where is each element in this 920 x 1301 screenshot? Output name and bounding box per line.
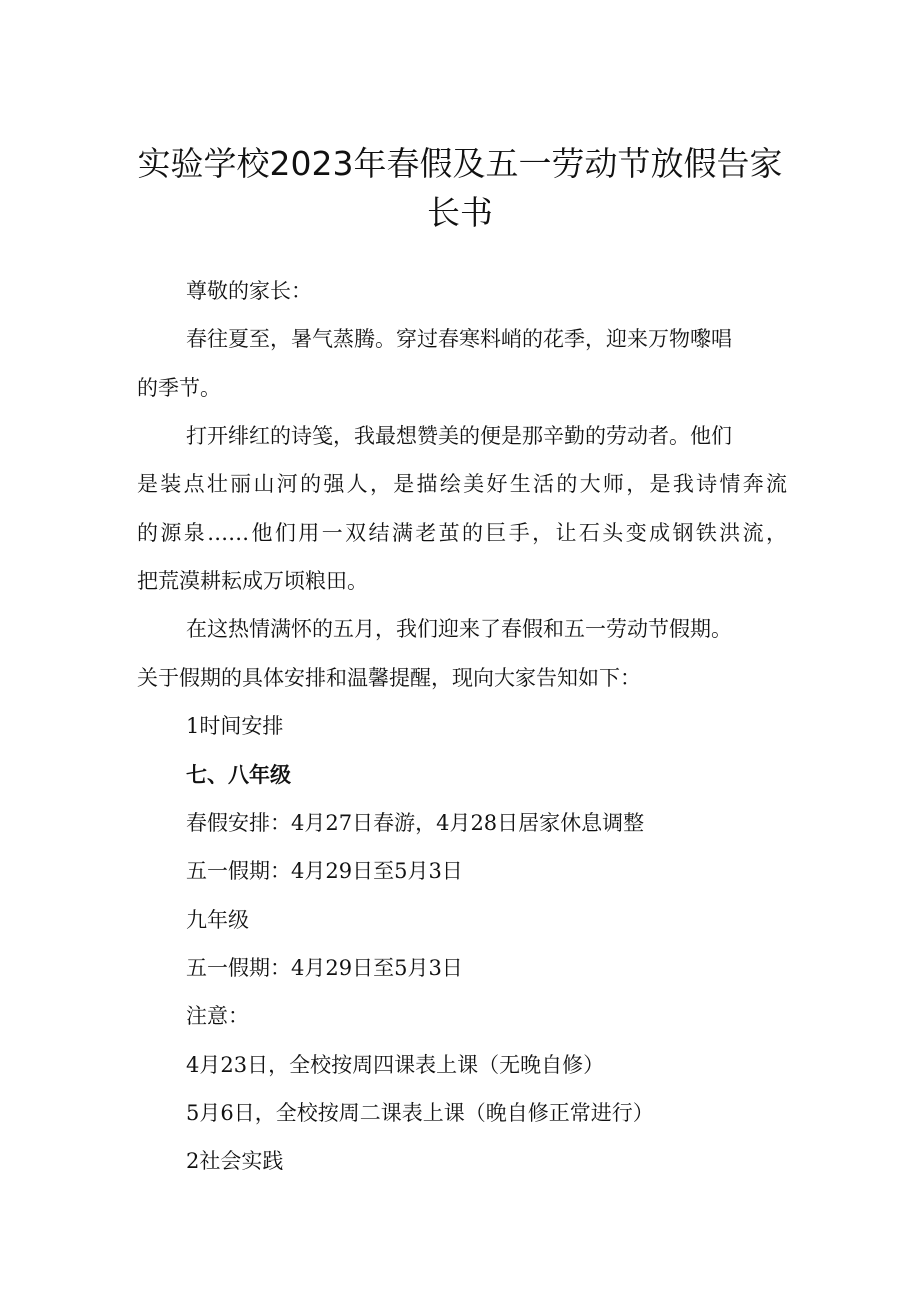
salutation: 尊敬的家长：	[186, 279, 312, 303]
paragraph-3-line-2: 关于假期的具体安排和温馨提醒，现向大家告知如下：	[137, 666, 641, 690]
grade-9-heading: 九年级	[186, 908, 249, 932]
document-title-line-2: 长书	[427, 193, 493, 232]
may-day-holiday-grade-9: 五一假期：4月29日至5月3日	[186, 956, 463, 980]
grade-7-8-heading: 七、八年级	[186, 763, 291, 787]
paragraph-3-line-1: 在这热情满怀的五月，我们迎来了春假和五一劳动节假期。	[186, 617, 732, 641]
paragraph-2-line-4: 把荒漠耕耘成万顷粮田。	[137, 569, 368, 593]
document-title-line-1: 实验学校2023年春假及五一劳动节放假告家	[137, 144, 783, 183]
may-day-holiday-grade-7-8: 五一假期：4月29日至5月3日	[186, 859, 463, 883]
paragraph-1-line-1: 春往夏至，暑气蒸腾。穿过春寒料峭的花季，迎来万物嚟唱	[186, 327, 732, 351]
paragraph-2-line-1: 打开绯红的诗笺，我最想赞美的便是那辛勤的劳动者。他们	[186, 424, 732, 448]
section-time-arrangement: 1时间安排	[186, 714, 284, 738]
note-label: 注意：	[186, 1004, 249, 1028]
paragraph-2-line-3: 的源泉……他们用一双结满老茧的巨手，让石头变成钢铁洪流，	[137, 521, 787, 545]
paragraph-1-line-2: 的季节。	[137, 376, 221, 400]
section-social-practice: 2社会实践	[186, 1149, 284, 1173]
note-april-23: 4月23日，全校按周四课表上课（无晚自修）	[186, 1053, 605, 1077]
paragraph-2-line-2: 是装点壮丽山河的强人，是描绘美好生活的大师，是我诗情奔流	[137, 472, 787, 496]
note-may-6: 5月6日，全校按周二课表上课（晚自修正常进行）	[186, 1101, 654, 1125]
spring-break-arrangement: 春假安排：4月27日春游，4月28日居家休息调整	[186, 811, 645, 835]
